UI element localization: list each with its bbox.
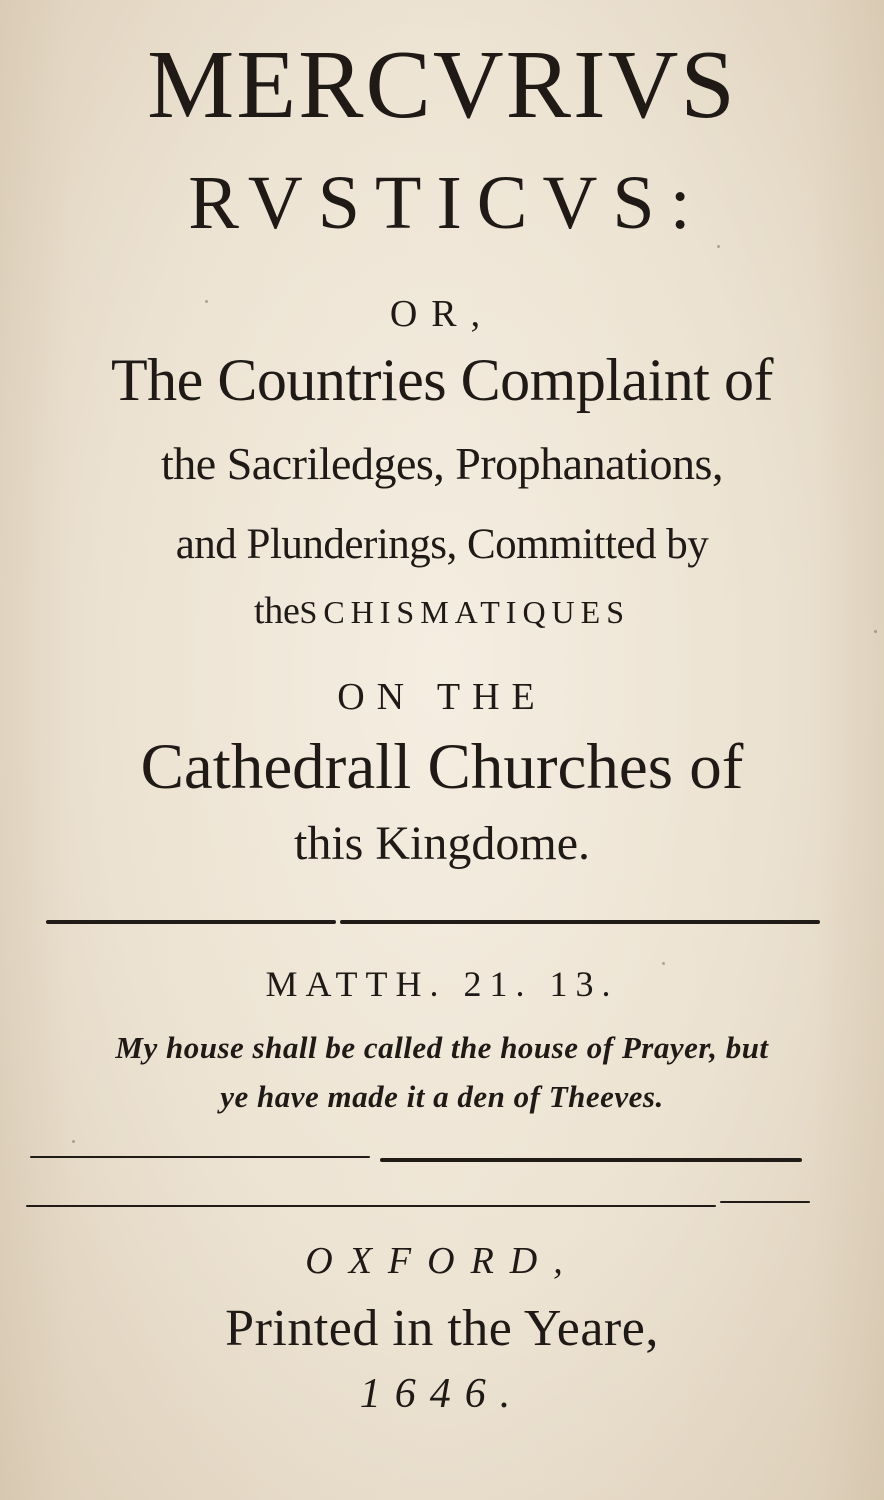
epigraph-line-2: ye have made it a den of Theeves. [220,1079,664,1114]
epigraph-line-1: My house shall be called the house of Prayer, but [115,1030,769,1065]
subtitle-line-2: the Sacriledges, Prophanations, [161,438,723,489]
or-line: OR, [389,293,495,335]
paper-speck [717,245,720,248]
schismatiques-smallcaps: SCHISMATIQUES [299,594,630,630]
subtitle-line-3: and Plunderings, Committed by [175,521,709,568]
imprint-line: Printed in the Yeare, [225,1300,659,1357]
imprint-place: OXFORD, [305,1240,579,1282]
paper-speck [72,1140,75,1143]
divider-rule-bottom-right [720,1201,810,1203]
divider-rule-right [340,920,820,924]
title-mercurius: MERCVRIVS [147,31,737,139]
subtitle-line-1: The Countries Complaint of [111,347,773,413]
divider-rule-lower-right [380,1158,802,1162]
subtitle-line-4 [0,592,884,630]
paper-speck [662,962,665,965]
on-the-line: ON THE [337,676,547,718]
imprint-year: 1646. [359,1371,525,1417]
kingdom-line: this Kingdome. [294,817,590,870]
epigraph-reference: MATTH. 21. 13. [265,964,619,1004]
divider-rule-left [46,920,336,924]
divider-rule-bottom-left [26,1205,716,1207]
subtitle-line-4-prefix: the [253,590,300,632]
title-rusticus: RVSTICVS: [188,161,706,245]
paper-speck [874,630,877,633]
cathedral-line: Cathedrall Churches of [140,731,744,803]
divider-rule-lower-left [30,1156,370,1158]
paper-speck [205,300,208,303]
